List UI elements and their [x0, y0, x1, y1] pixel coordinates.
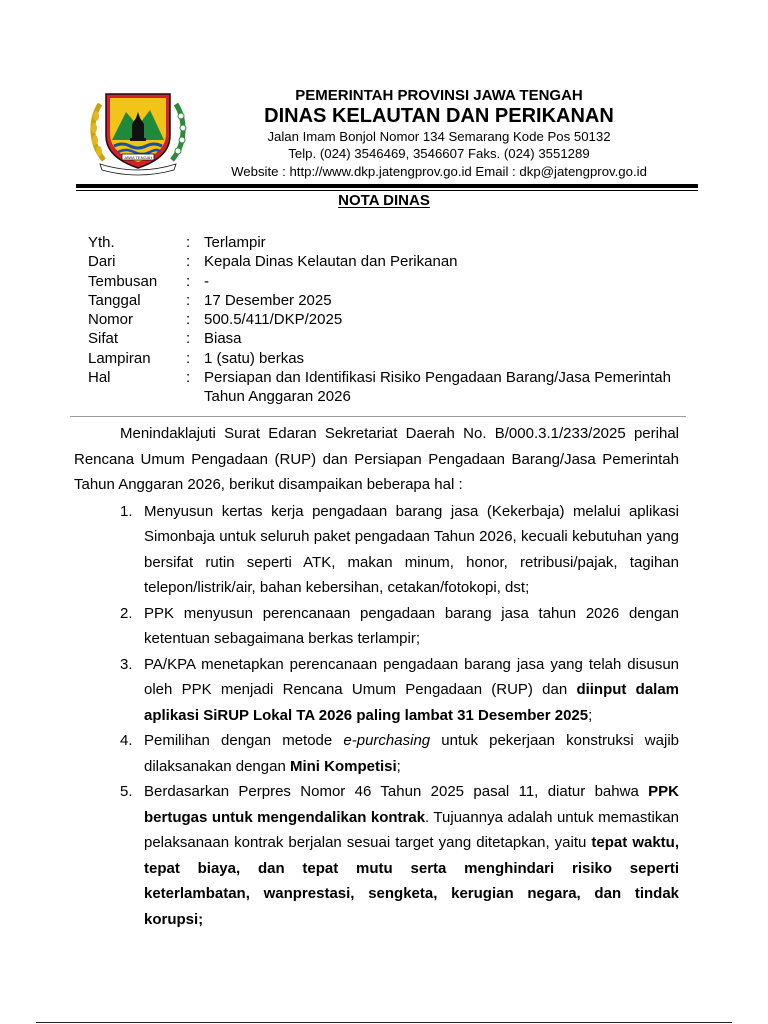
field-label: Sifat — [88, 330, 119, 348]
provinsi-jawa-tengah-emblem-icon — [86, 86, 190, 176]
list-item-number: 1. — [120, 502, 133, 520]
field-label: Dari — [88, 253, 116, 271]
field-separator: : — [186, 253, 191, 271]
list-item-text: Berdasarkan Perpres Nomor 46 Tahun 2025 pasal 11, diatur bahwa — [144, 783, 649, 800]
field-row — [88, 368, 688, 407]
letterhead-agency: DINAS KELAUTAN DAN PERIKANAN — [264, 105, 614, 127]
field-row — [88, 310, 688, 329]
field-separator: : — [186, 369, 191, 387]
list-item-number: 4. — [120, 732, 133, 749]
list-item-text: . Tujuannya adalah untuk memastikan pelaksanaan kontrak berjalan sesuai target yang ditetapkan, yaitu — [144, 808, 680, 851]
field-label: Tembusan — [88, 272, 158, 290]
field-label: Nomor — [88, 311, 134, 329]
field-value: Biasa — [204, 330, 242, 348]
emphasis-text: PPK bertugas untuk mengendalikan kontrak — [144, 783, 679, 826]
field-value: Terlampir — [204, 234, 266, 251]
italic-text: e-purchasing — [343, 732, 431, 749]
field-row — [88, 272, 688, 291]
field-row — [88, 329, 688, 348]
list-item-number: 5. — [120, 783, 133, 800]
svg-text:JAWA TENGAH: JAWA TENGAH — [123, 154, 153, 160]
header-divider — [70, 416, 686, 417]
list-item — [74, 601, 679, 652]
list-item-text: untuk pekerjaan konstruksi wajib dilaksanakan dengan — [144, 732, 679, 775]
points-list — [74, 499, 679, 933]
list-item-text: Pemilihan dengan metode — [144, 732, 344, 749]
document-title-text: NOTA DINAS — [338, 192, 430, 209]
list-item-number: 3. — [120, 655, 133, 673]
letterhead — [196, 86, 682, 180]
field-row — [88, 252, 688, 271]
field-row — [88, 233, 688, 252]
field-row — [88, 349, 688, 368]
list-item-text: ; — [588, 706, 593, 724]
field-separator: : — [186, 272, 191, 290]
field-value: - — [204, 272, 209, 290]
field-value: 500.5/411/DKP/2025 — [204, 311, 343, 329]
letterhead-address: Jalan Imam Bonjol Nomor 134 Semarang Kode Pos 50132 — [267, 129, 611, 144]
field-value: 1 (satu) berkas — [204, 349, 305, 367]
list-item — [74, 652, 679, 729]
field-row — [88, 291, 688, 310]
list-item-text: PPK menyusun perencanaan pengadaan barang jasa tahun 2026 dengan ketentuan sebagaimana berkas terlampir; — [144, 604, 679, 647]
list-item-text: Menyusun kertas kerja pengadaan barang jasa (Kekerbaja) melalui aplikasi Simonbaja untuk seluruh paket pengadaan Tahun 2026, kecuali kebutuhan yang bersifat rutin seperti ATK, makan minum, honor, retribusi/pajak, tagihan telepon/listrik/air, bahan kebersihan, cetakan/fotokopi, dst; — [144, 502, 679, 596]
letterhead-government: PEMERINTAH PROVINSI JAWA TENGAH — [295, 87, 583, 104]
document-title — [0, 192, 768, 210]
emphasis-text: Mini Kompetisi — [289, 757, 397, 775]
page-bottom-rule — [36, 1022, 732, 1023]
intro-paragraph: Menindaklajuti Surat Edaran Sekretariat Daerah No. B/000.3.1/233/2025 perihal Rencana Umum Pengadaan (RUP) dan Persiapan Pengadaan Barang/Jasa Pemerintah Tahun Anggaran 2026, berikut disampaikan beberapa hal : — [74, 425, 679, 493]
field-value: 17 Desember 2025 — [204, 291, 332, 309]
letterhead-rule-thin — [76, 190, 698, 191]
list-item — [74, 499, 679, 601]
list-item-number: 2. — [120, 604, 133, 622]
header-fields — [88, 233, 688, 407]
field-separator: : — [186, 349, 191, 367]
letterhead-phone: Telp. (024) 3546469, 3546607 Faks. (024) 3551289 — [288, 146, 590, 162]
list-item-text: ; — [396, 757, 401, 775]
field-label: Yth. — [88, 234, 115, 251]
field-value: Kepala Dinas Kelautan dan Perikanan — [204, 253, 458, 271]
list-item — [74, 779, 679, 932]
letter-body — [74, 421, 679, 932]
letterhead-website-email: Website : http://www.dkp.jatengprov.go.id Email : dkp@jatengprov.go.id — [231, 163, 647, 179]
field-label: Hal — [88, 369, 111, 387]
letterhead-rule — [76, 184, 698, 188]
field-separator: : — [186, 291, 191, 309]
list-item-text: PA/KPA menetapkan perencanaan pengadaan barang jasa yang telah disusun oleh PPK menjadi Rencana Umum Pengadaan (RUP) dan — [144, 655, 679, 698]
field-value: Persiapan dan Identifikasi Risiko Pengadaan Barang/Jasa Pemerintah Tahun Anggaran 2026 — [204, 369, 671, 406]
field-separator: : — [186, 311, 191, 329]
field-separator: : — [186, 330, 191, 348]
list-item — [74, 728, 679, 779]
field-separator: : — [186, 234, 191, 251]
emphasis-text: diinput dalam aplikasi SiRUP Lokal TA 2026 paling lambat 31 Desember 2025 — [144, 681, 680, 724]
emphasis-text: tepat waktu, tepat biaya, dan tepat mutu serta menghindari risiko seperti keterlambatan, wanprestasi, sengketa, kerugian negara, dan tindak korupsi; — [144, 834, 679, 928]
field-label: Lampiran — [88, 349, 151, 367]
field-label: Tanggal — [88, 291, 141, 309]
